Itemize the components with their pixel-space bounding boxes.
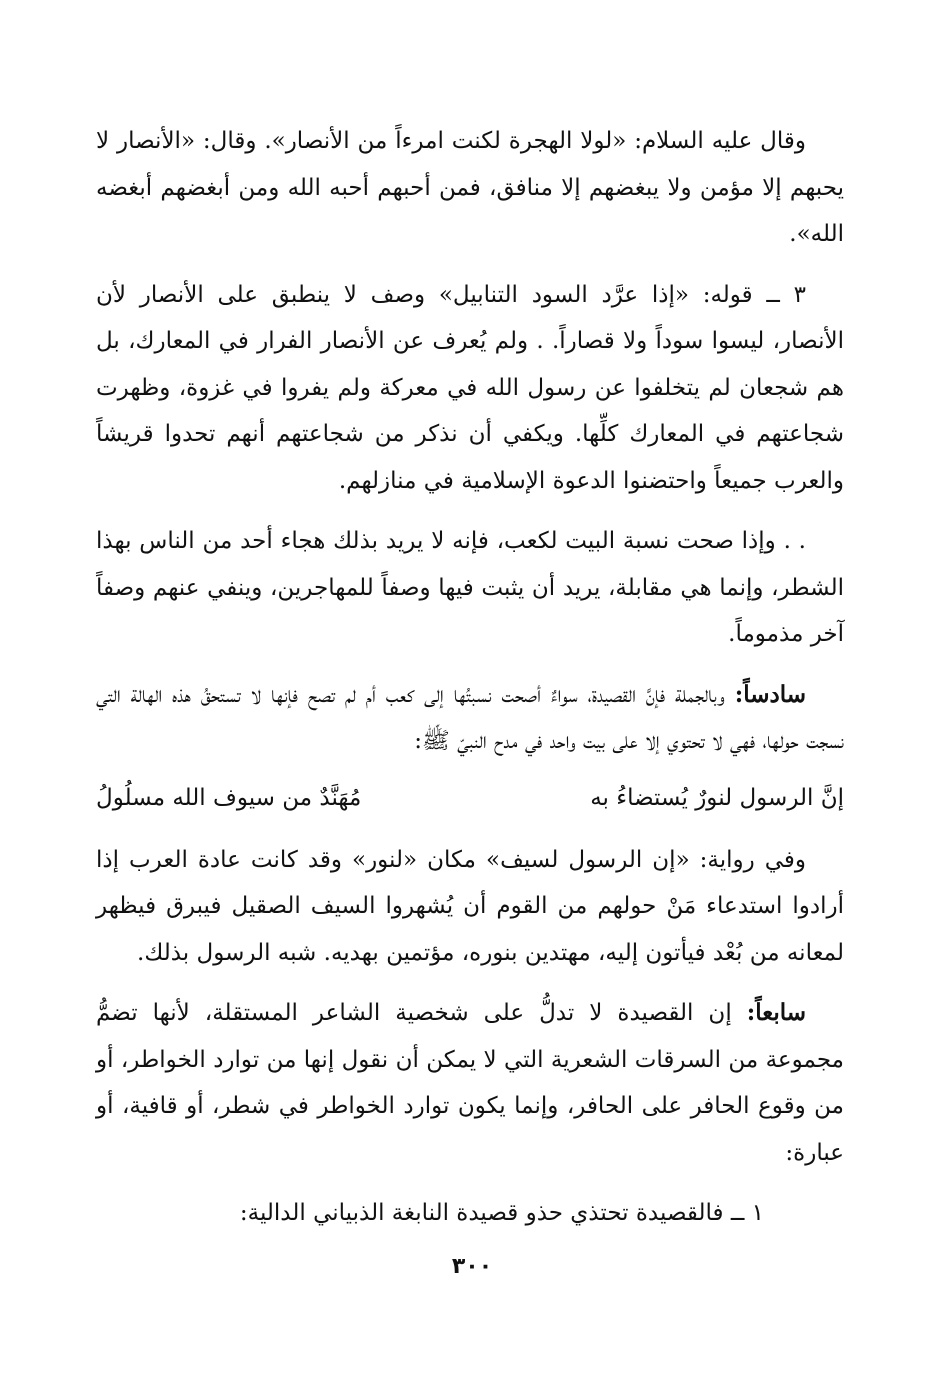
paragraph-text: . . وإذا صحت نسبة البيت لكعب، فإنه لا يريد بذلك هجاء أحد من الناس بهذا الشطر، وإنما هي مقابلة، يريد أن يثبت فيها وصفاً للمهاجرين، وينفي عنهم وصفاً آخر مذموماً. — [96, 528, 844, 647]
paragraph-text: وبالجملة فإنَّ القصيدة، سواءٌ أصحت نسبتُها إلى كعب أم لم تصح فإنها لا تستحقُ هذه الهالة التي نسجت حولها، فهي لا تحتوي إلا على بيت واحد في مدح النبيّ ﷺ: — [96, 681, 844, 754]
paragraph-point-3 — [96, 272, 844, 505]
paragraph-text: وفي رواية: «إن الرسول لسيف» مكان «لنور» وقد كانت عادة العرب إذا أرادوا استدعاء مَنْ حولهم من القوم أن يُشهروا السيف الصقيل فيبرق فيظهر لمعانه من بُعْد فيأتون إليه، مهتدين بنوره، مؤتمين بهديه. شبه الرسول بذلك. — [96, 846, 844, 966]
paragraph-text: وقال عليه السلام: «لولا الهجرة لكنت امرءاً من الأنصار». وقال: «الأنصار لا يحبهم إلا مؤمن ولا يبغضهم إلا منافق، فمن أحبهم أحبه الله ومن أبغضهم أبغضه الله». — [96, 128, 844, 247]
list-item-1: ١ ــ فالقصيدة تحتذي حذو قصيدة النابغة الذبياني الدالية: — [239, 1200, 764, 1226]
verse-first-hemistich: إنَّ الرسول لنورٌ يُستضاءُ به — [590, 784, 844, 811]
paragraph-text: ٣ ــ قوله: «إذا عرَّد السود التنابيل» وصف لا ينطبق على الأنصار لأن الأنصار، ليسوا سوداً ولا قصاراً. . ولم يُعرف عن الأنصار الفرار في المعارك، بل هم شجعان لم يتخلفوا عن رسول الله في معركة ولم يفروا في غزوة، وظهرت شجاعتهم في المعارك كلِّها. ويكفي أن نذكر من شجاعتهم أنهم تحدوا قريشاً والعرب جميعاً واحتضنوا الدعوة الإسلامية في منازلهم. — [96, 281, 844, 494]
paragraph-sixth — [96, 672, 844, 765]
paragraph-seventh — [96, 990, 844, 1176]
paragraph-kaab-attribution — [96, 518, 844, 658]
poem-verse — [96, 775, 844, 821]
paragraph-lead: سابعاً: — [746, 999, 806, 1026]
paragraph-riwaya — [96, 837, 844, 977]
verse-second-hemistich: مُهَنَّدٌ من سيوف الله مسلُولُ — [96, 784, 362, 811]
paragraph-lead: سادساً: — [734, 680, 806, 708]
paragraph-text: إن القصيدة لا تدلُّ على شخصية الشاعر المستقلة، لأنها تضمُّ مجموعة من السرقات الشعرية التي لا يمكن أن نقول إنها من توارد الخواطر، أو من وقوع الحافر على الحافر، وإنما يكون توارد الخواطر في شطر، أو قافية، أو عبارة: — [96, 1000, 844, 1166]
page-number: ٣٠٠ — [451, 1254, 493, 1279]
page-body — [96, 118, 844, 1236]
paragraph-ansar-hadith — [96, 118, 844, 258]
